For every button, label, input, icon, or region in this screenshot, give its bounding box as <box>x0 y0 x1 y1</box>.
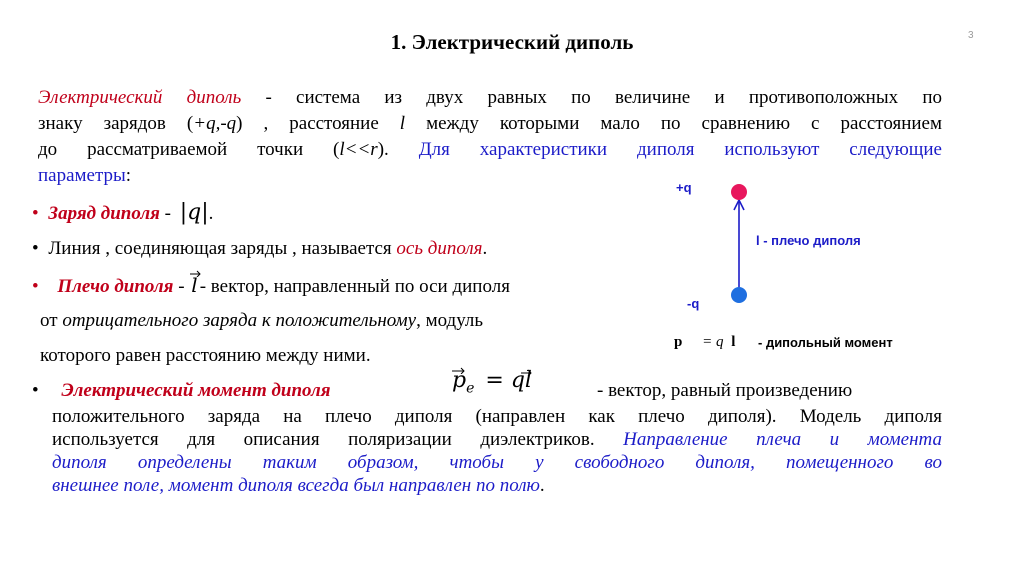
moment-line3-a: используется для описания поляризации диэлектриков. <box>52 429 624 450</box>
intro-line2-a: знаку зарядов ( <box>38 113 194 134</box>
moment-formula <box>452 368 532 396</box>
slide-title: 1. Электрический диполь <box>390 30 634 54</box>
charge-label: Заряд диполя <box>48 203 160 224</box>
moment-subscript: e <box>466 380 475 397</box>
vector-arrow-icon <box>190 269 202 277</box>
intro-line3-a: до рассматриваемой точки ( <box>38 139 340 160</box>
params-intro-text: Для характеристики диполя используют следующие <box>418 139 942 160</box>
intro-line-2 <box>38 111 942 137</box>
bullet-marker: • <box>32 276 39 297</box>
l-symbol: l <box>731 334 736 350</box>
arm-caption: l - плечо диполя <box>756 233 861 248</box>
intro-line2-b: ) , расстояние <box>236 113 400 134</box>
bullet-moment <box>32 378 331 404</box>
moment-rhs: = ql <box>485 368 532 393</box>
intro-line1-rest: - система из двух равных по величине и противоположных по <box>241 87 942 108</box>
bullet-arm <box>32 272 510 300</box>
vector-arrow-icon <box>521 368 533 376</box>
intro-colon: : <box>125 165 132 186</box>
arm-rest: - вектор, направленный по оси диполя <box>199 276 510 297</box>
moment-line-5 <box>52 474 942 497</box>
minus-q-label: -q <box>687 296 700 311</box>
params-word: параметры <box>38 165 126 186</box>
intro-line3-b: ). <box>377 139 419 160</box>
axis-period: . <box>482 238 488 259</box>
positive-charge-dot <box>731 184 747 200</box>
intro-line-4 <box>38 163 942 189</box>
moment-line-3 <box>52 428 942 451</box>
moment-caption: - дипольный момент <box>758 335 893 350</box>
moment-p-symbol: p <box>452 368 467 393</box>
bullet-marker: • <box>32 238 39 259</box>
moment-line-2: положительного заряда на плечо диполя (направлен как плечо диполя). Модель диполя <box>52 406 942 427</box>
bullet-axis <box>32 236 487 262</box>
moment-paragraph <box>52 405 942 497</box>
direction-note-1: Направление плеча и момента <box>623 429 942 450</box>
negative-charge-dot <box>731 287 747 303</box>
arm-line2-a: от <box>40 310 63 331</box>
moment-label: Электрический момент диполя <box>61 380 331 401</box>
intro-line2-c: между которыми мало по сравнению с расстоянием <box>405 113 943 134</box>
p-symbol: p <box>674 334 683 350</box>
vector-arrow-icon <box>452 366 466 374</box>
plus-q-label: +q <box>676 180 692 195</box>
direction-note-3: внешнее поле, момент диполя всегда был направлен по полю <box>52 475 540 496</box>
axis-term: ось диполя <box>396 238 483 259</box>
arm-label: Плечо диполя <box>57 276 174 297</box>
bullet-charge <box>32 200 213 227</box>
intro-line-1 <box>38 85 942 111</box>
arm-symbol: l <box>399 113 406 134</box>
arm-vector-symbol: l <box>191 273 198 297</box>
moment-definition <box>674 334 735 351</box>
dipole-term: Электрический диполь <box>38 87 242 108</box>
page-number: 3 <box>968 30 974 41</box>
arm-direction-text: отрицательного заряда к положительному <box>62 310 417 331</box>
dipole-diagram <box>720 178 760 308</box>
arm-line-2 <box>40 308 483 334</box>
intro-line-3 <box>38 137 942 163</box>
condition-text: l<<r <box>339 139 378 160</box>
arm-dash: - <box>173 276 190 297</box>
moment-period: . <box>539 475 545 496</box>
charge-period: . <box>208 203 214 224</box>
bullet-marker: • <box>32 380 39 401</box>
charge-dash: - <box>159 203 176 224</box>
arm-formula <box>191 272 197 300</box>
charges-text: +q,-q <box>193 113 237 134</box>
arm-line-3: которого равен расстоянию между ними. <box>40 345 371 366</box>
moment-line-4: диполя определены таким образом, чтобы у свободного диполя, помещенного во <box>52 452 942 473</box>
arm-line2-b: , модуль <box>416 310 484 331</box>
axis-text: Линия , соединяющая заряды , называется <box>48 238 397 259</box>
equals-q: = q <box>702 334 724 350</box>
bullet-marker: • <box>32 203 39 224</box>
moment-rest: - вектор, равный произведению <box>597 380 853 401</box>
charge-formula: |q| <box>179 200 209 225</box>
intro-paragraph <box>38 85 942 189</box>
